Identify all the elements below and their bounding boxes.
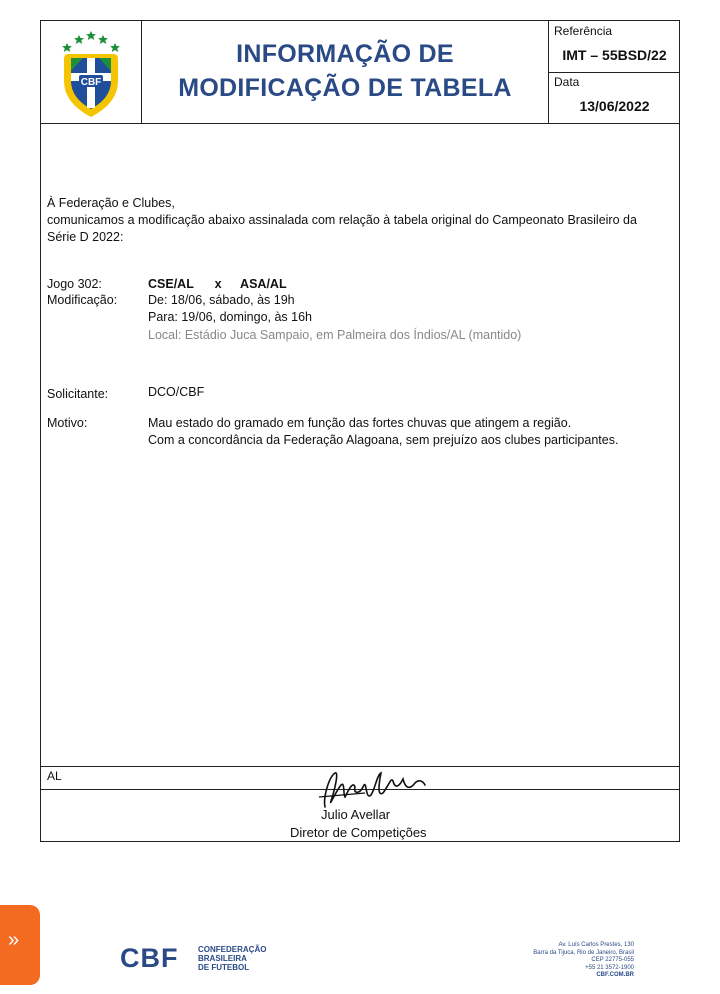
reference-value: IMT – 55BSD/22: [562, 47, 667, 63]
reference-label: Referência: [554, 24, 613, 38]
logo-cell: [41, 21, 142, 123]
home-team: CSE/AL: [148, 277, 194, 291]
confederation-line-2: BRASILEIRA: [198, 954, 247, 963]
versus-sign: x: [214, 277, 222, 291]
title-cell: [142, 21, 548, 123]
footer-address: [533, 942, 634, 980]
address-line-1: Av. Luís Carlos Prestes, 130: [558, 942, 634, 948]
date-label: Data: [554, 75, 580, 89]
footer-confederation-name: [198, 945, 266, 972]
website-link[interactable]: CBF.COM.BR: [596, 972, 634, 978]
to-text: Para: 19/06, domingo, às 16h: [148, 310, 313, 324]
title-line-1: INFORMAÇÃO DE: [236, 40, 454, 68]
state-label: AL: [47, 769, 62, 783]
confederation-line-1: CONFEDERAÇÃO: [198, 945, 267, 954]
greeting: À Federação e Clubes,: [47, 196, 175, 210]
requester-value: DCO/CBF: [148, 385, 205, 399]
document-title: [142, 37, 548, 105]
address-line-4: +55 21 3572-1900: [585, 964, 634, 971]
document-header: [41, 21, 679, 124]
modification-label: Modificação:: [47, 293, 118, 307]
footer-cbf-logo: CBF: [120, 943, 179, 973]
logo-text: CBF: [80, 77, 102, 88]
date-value: 13/06/2022: [579, 98, 650, 114]
double-chevron-right-icon: »: [8, 929, 20, 951]
address-line-3: CEP 22775-055: [591, 957, 634, 963]
intro-text: comunicamos a modificação abaixo assinalada com relação à tabela original do Campeonato Brasileiro da Série D 2022:: [47, 213, 637, 244]
from-text: De: 18/06, sábado, às 19h: [148, 293, 295, 307]
reason-line-1: Mau estado do gramado em função das fortes chuvas que atingem a região.: [148, 416, 572, 430]
meta-cell: [548, 21, 680, 123]
signatory-name: Julio Avellar: [321, 807, 391, 822]
side-tab-button[interactable]: [0, 905, 40, 985]
requester-label: Solicitante:: [47, 387, 109, 401]
reference-box: [549, 21, 680, 73]
date-box: [549, 72, 680, 123]
game-label: Jogo 302:: [47, 277, 102, 291]
cbf-shield-logo: [41, 21, 141, 123]
document-frame: [40, 20, 680, 842]
reason-line-2: Com a concordância da Federação Alagoana, sem prejuízo aos clubes participantes.: [148, 433, 619, 447]
reason-label: Motivo:: [47, 416, 88, 430]
away-team: ASA/AL: [240, 277, 287, 291]
confederation-line-3: DE FUTEBOL: [198, 963, 250, 972]
title-line-2: MODIFICAÇÃO DE TABELA: [178, 74, 512, 102]
address-line-2: Barra da Tijuca, Rio de Janeiro, Brasil: [533, 949, 634, 956]
match-teams: [148, 276, 287, 293]
location-text: Local: Estádio Juca Sampaio, em Palmeira dos Índios/AL (mantido): [148, 328, 522, 342]
signatory-role: Diretor de Competições: [290, 825, 427, 840]
